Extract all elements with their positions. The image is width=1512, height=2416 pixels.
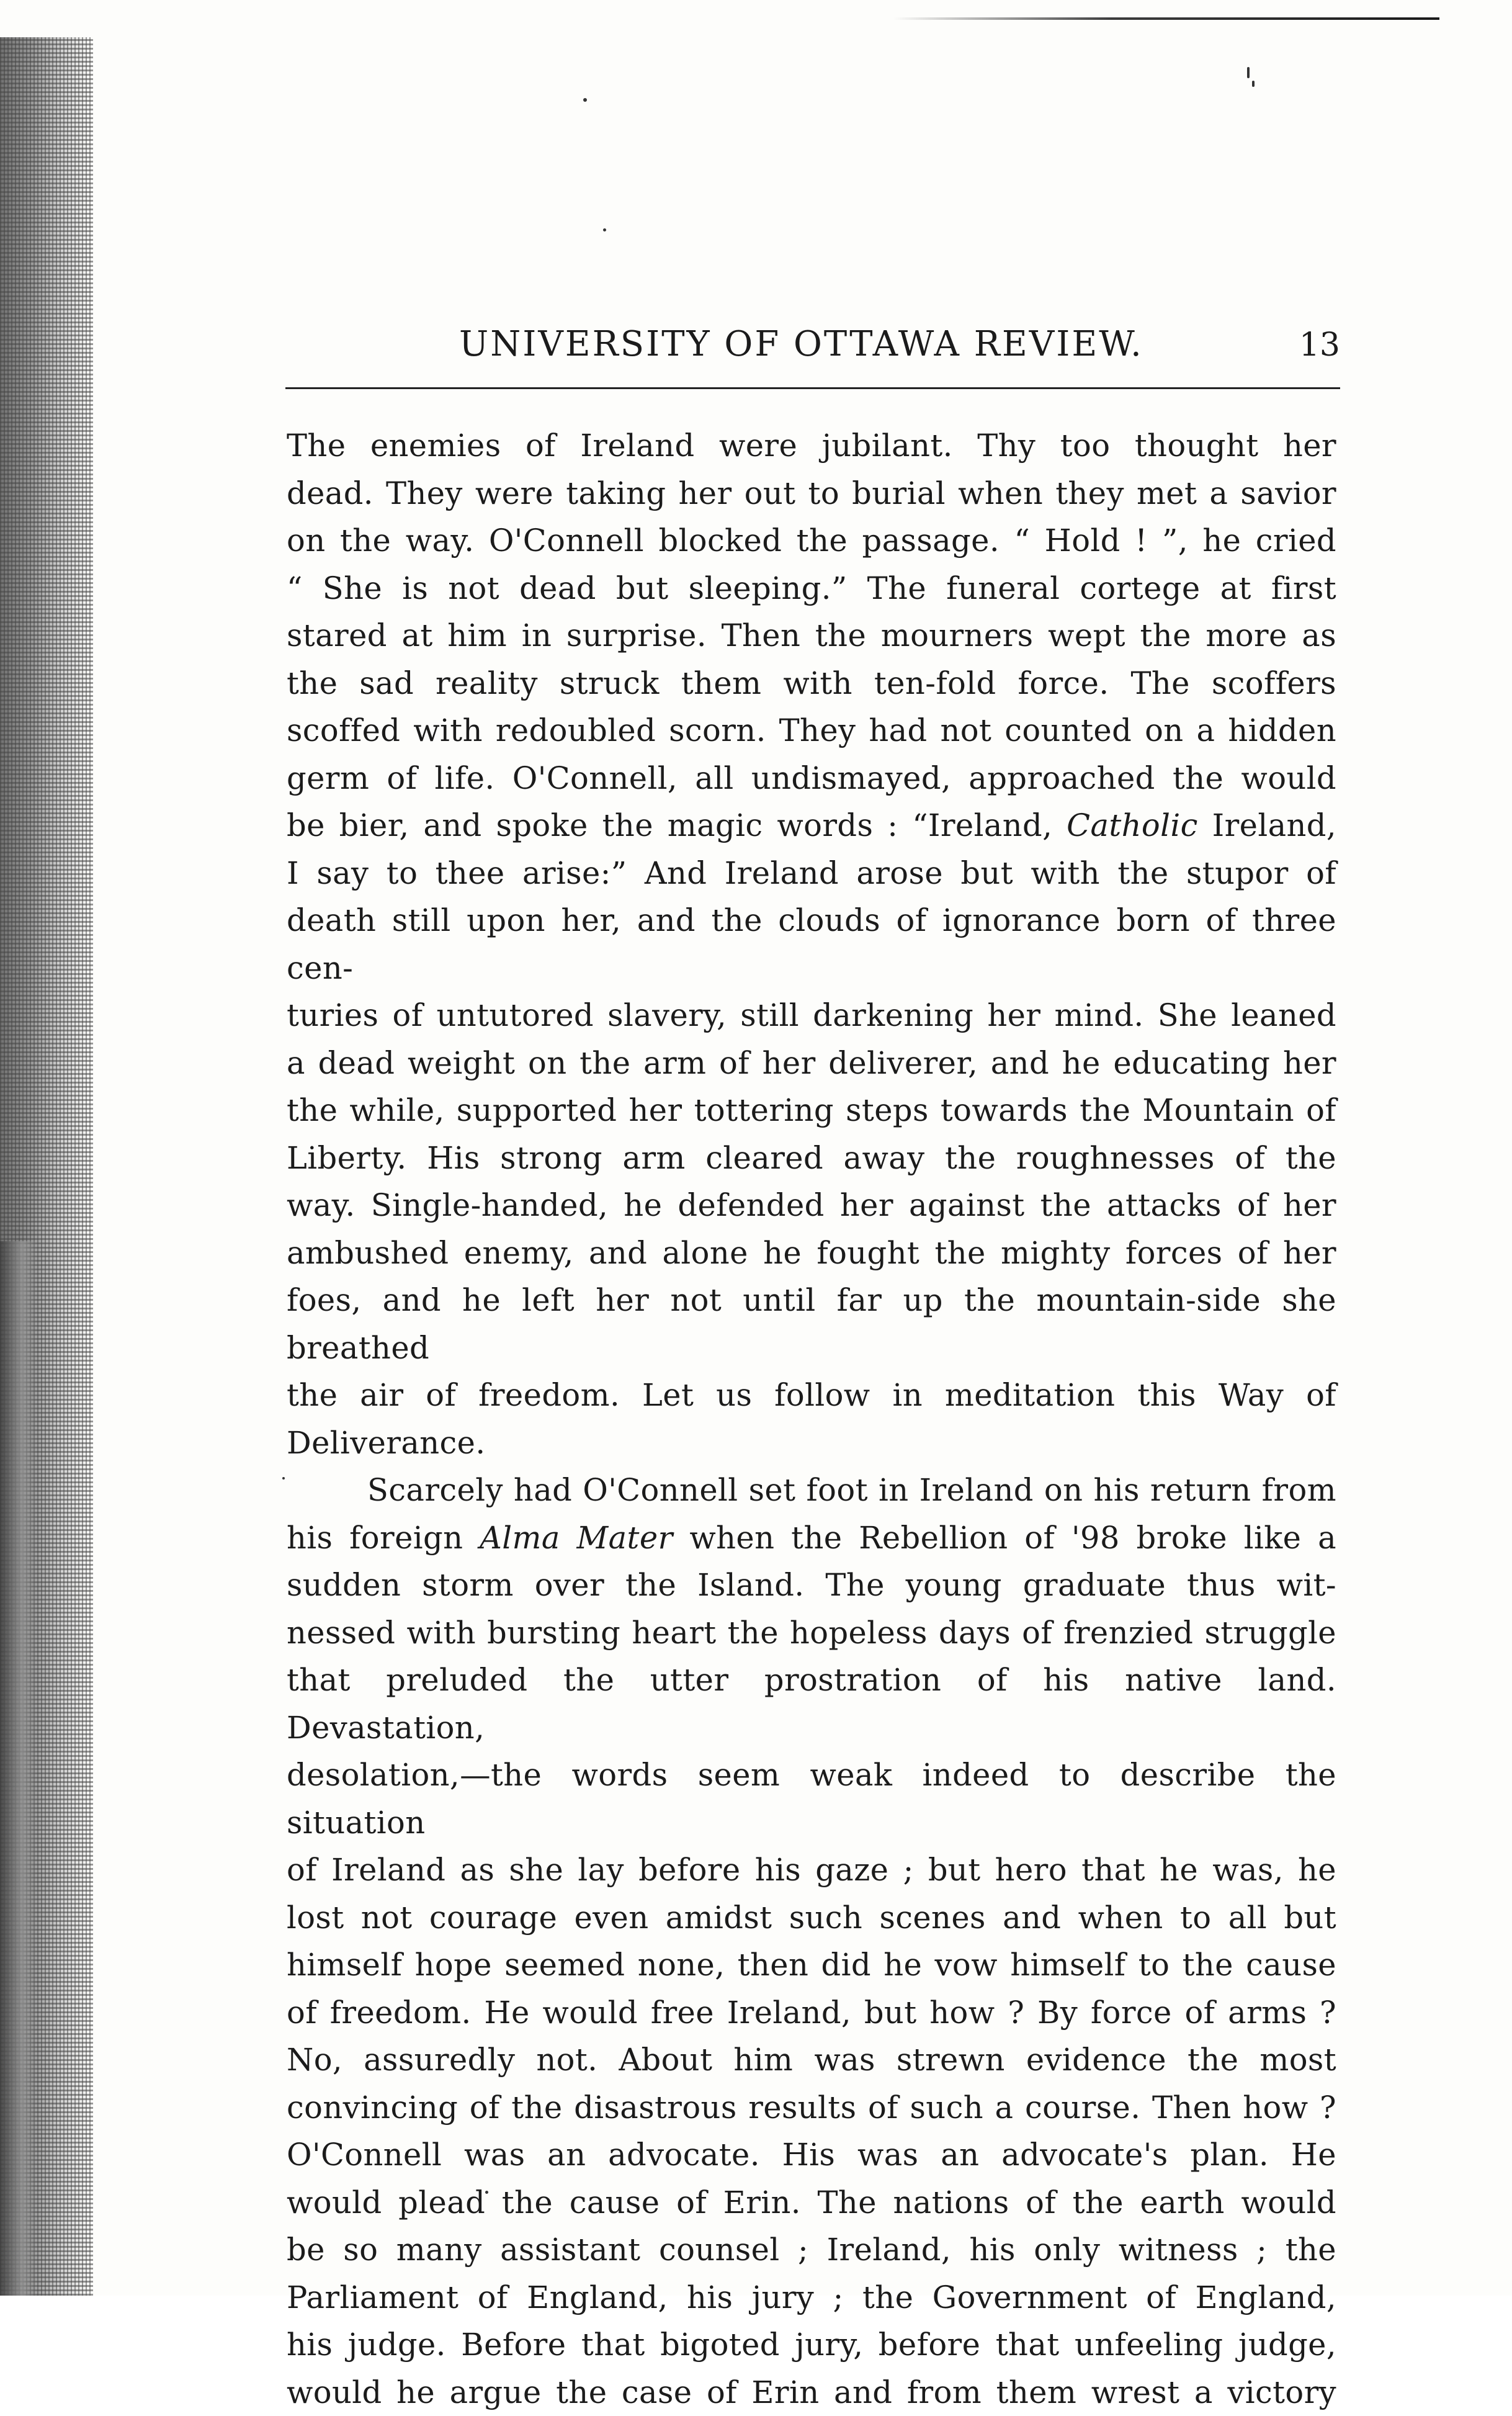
text-line: of freedom. He would free Ireland, but how ? By force of arms ?: [287, 1989, 1336, 2037]
scan-speck: [1252, 81, 1255, 87]
text-line: the sad reality struck them with ten-fold force. The scoffers: [287, 660, 1336, 707]
text-line-with-italic: [287, 802, 1336, 850]
text-line: No, assuredly not. About him was strewn evidence the most: [287, 2036, 1336, 2084]
scan-speck: [603, 228, 606, 231]
paragraph-1: [287, 422, 1336, 1466]
text-line: be so many assistant counsel ; Ireland, his only witness ; the: [287, 2226, 1336, 2274]
text-line: O'Connell was an advocate. His was an advocate's plan. He: [287, 2131, 1336, 2179]
text-line: ambushed enemy, and alone he fought the mighty forces of her: [287, 1229, 1336, 1277]
italic-phrase-alma-mater: Alma Mater: [480, 1520, 673, 1556]
text-line-with-italic: [287, 1514, 1336, 1562]
text-line: Deliverance.: [287, 1419, 1336, 1467]
text-line: sudden storm over the Island. The young graduate thus wit-: [287, 1561, 1336, 1609]
text-line: his judge. Before that bigoted jury, before that unfeeling judge,: [287, 2321, 1336, 2369]
page-number: 13: [1299, 326, 1340, 364]
text-fragment: be bier, and spoke the magic words : “Ireland,: [287, 807, 1067, 843]
text-line: I say to thee arise:” And Ireland arose but with the stupor of: [287, 850, 1336, 897]
text-line: the air of freedom. Let us follow in meditation this Way of: [287, 1372, 1336, 1419]
text-fragment: when the Rebellion of '98 broke like a: [673, 1520, 1336, 1556]
page-header: [285, 324, 1340, 374]
text-line: would he argue the case of Erin and from them wrest a victory: [287, 2369, 1336, 2416]
running-title: UNIVERSITY OF OTTAWA REVIEW.: [459, 324, 1143, 364]
text-line: Parliament of England, his jury ; the Government of England,: [287, 2274, 1336, 2322]
top-edge-rule: [893, 17, 1439, 20]
text-line: would plead the cause of Erin. The nations of the earth would: [287, 2179, 1336, 2227]
text-line: stared at him in surprise. Then the mourners wept the more as: [287, 612, 1336, 660]
scan-speck: [282, 1477, 285, 1480]
text-line: convincing of the disastrous results of such a course. Then how ?: [287, 2084, 1336, 2132]
text-line: The enemies of Ireland were jubilant. Thy too thought her: [287, 422, 1336, 470]
text-line: germ of life. O'Connell, all undismayed, approached the would: [287, 755, 1336, 802]
paragraph-2: [287, 1466, 1336, 2416]
text-line: a dead weight on the arm of her deliverer, and he educating her: [287, 1040, 1336, 1087]
article-body: [287, 422, 1336, 2416]
text-line: turies of untutored slavery, still darkening her mind. She leaned: [287, 992, 1336, 1040]
text-fragment: Ireland,: [1198, 807, 1336, 843]
text-line: “ She is not dead but sleeping.” The funeral cortege at first: [287, 565, 1336, 613]
text-line: himself hope seemed none, then did he vow himself to the cause: [287, 1941, 1336, 1989]
italic-word-catholic: Catholic: [1067, 807, 1198, 843]
text-line: way. Single-handed, he defended her against the attacks of her: [287, 1182, 1336, 1229]
header-rule: [285, 387, 1340, 389]
text-line: desolation,—the words seem weak indeed to describe the situation: [287, 1751, 1336, 1846]
scan-speck: [583, 98, 587, 102]
text-line: death still upon her, and the clouds of ignorance born of three cen-: [287, 897, 1336, 992]
scan-speck: [1247, 67, 1250, 78]
text-line: of Ireland as she lay before his gaze ; but hero that he was, he: [287, 1846, 1336, 1894]
text-line: foes, and he left her not until far up the mountain-side she breathed: [287, 1277, 1336, 1372]
text-line: lost not courage even amidst such scenes and when to all but: [287, 1894, 1336, 1942]
text-fragment: his foreign: [287, 1520, 480, 1556]
text-line: Liberty. His strong arm cleared away the roughnesses of the: [287, 1134, 1336, 1182]
text-line: on the way. O'Connell blocked the passage. “ Hold ! ”, he cried: [287, 517, 1336, 565]
binding-edge-shadow-lower: [0, 1241, 37, 2296]
text-line: dead. They were taking her out to burial when they met a savior: [287, 470, 1336, 518]
text-line: nessed with bursting heart the hopeless days of frenzied struggle: [287, 1609, 1336, 1657]
text-line: scoffed with redoubled scorn. They had not counted on a hidden: [287, 707, 1336, 755]
text-line: Scarcely had O'Connell set foot in Ireland on his return from: [287, 1466, 1336, 1514]
text-line: that preluded the utter prostration of his native land. Devastation,: [287, 1656, 1336, 1751]
text-line: the while, supported her tottering steps towards the Mountain of: [287, 1087, 1336, 1134]
